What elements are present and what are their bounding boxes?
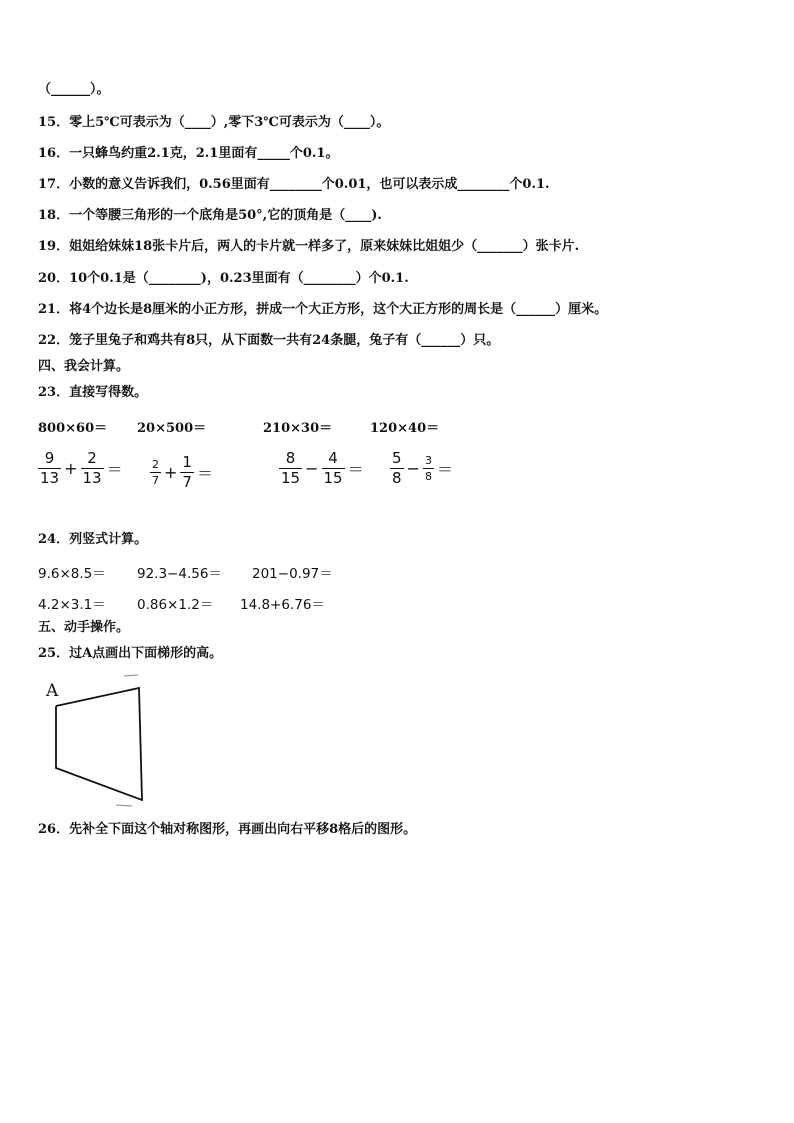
question-26: 26．先补全下面这个轴对称图形，再画出向右平移8格后的图形。 xyxy=(38,822,417,837)
vertical-calc-item: 4.2×3.1＝ xyxy=(38,597,106,613)
fraction-expression xyxy=(279,449,364,488)
trapezoid-figure xyxy=(44,670,164,810)
question-17: 17．小数的意义告诉我们，0.56里面有________个0.01，也可以表示成________个0.1. xyxy=(38,177,550,192)
figure-point-label-a: A xyxy=(46,681,59,701)
question-20: 20．10个0.1是（________)，0.23里面有（________）个0.1. xyxy=(38,271,409,286)
question-19: 19．姐姐给妹妹18张卡片后，两人的卡片就一样多了，原来妹妹比姐姐少（_______）张卡片. xyxy=(38,239,580,254)
operator: + xyxy=(64,459,78,478)
question-18: 18．一个等腰三角形的一个底角是50°,它的顶角是（____). xyxy=(38,208,382,223)
calc-item: 20×500＝ xyxy=(137,421,207,436)
vertical-calc-item: 92.3−4.56＝ xyxy=(137,566,222,582)
operator: − xyxy=(406,459,420,478)
fraction: 4 15 xyxy=(323,449,343,487)
fraction-expression xyxy=(390,449,453,488)
fraction: 2 7 xyxy=(152,458,159,487)
scan-mark xyxy=(116,805,132,806)
fraction: 5 8 xyxy=(392,449,402,487)
fraction: 1 7 xyxy=(182,453,192,491)
equals-sign: ＝ xyxy=(436,460,453,479)
fraction-expression xyxy=(38,449,123,488)
q14-continuation: （______）。 xyxy=(38,82,110,97)
calc-item: 120×40＝ xyxy=(370,421,440,436)
vertical-calc-item: 201−0.97＝ xyxy=(252,566,333,582)
vertical-calc-item: 14.8+6.76＝ xyxy=(240,597,325,613)
question-24: 24．列竖式计算。 xyxy=(38,532,148,547)
operator: + xyxy=(164,463,178,482)
equals-sign: ＝ xyxy=(106,460,123,479)
scan-mark xyxy=(124,675,138,676)
question-22: 22．笼子里兔子和鸡共有8只，从下面数一共有24条腿，兔子有（______）只。 xyxy=(38,333,500,348)
section-4-heading: 四、我会计算。 xyxy=(38,359,130,374)
fraction: 2 13 xyxy=(82,449,102,487)
section-5-heading: 五、动手操作。 xyxy=(38,620,130,635)
question-23: 23．直接写得数。 xyxy=(38,385,148,400)
trapezoid-outline xyxy=(56,688,142,800)
equals-sign: ＝ xyxy=(347,460,364,479)
fraction-expression xyxy=(150,453,213,492)
fraction: 9 13 xyxy=(40,449,60,487)
equals-sign: ＝ xyxy=(196,464,213,483)
question-16: 16．一只蜂鸟约重2.1克，2.1里面有_____个0.1。 xyxy=(38,146,339,161)
calc-item: 210×30＝ xyxy=(263,421,333,436)
question-25: 25．过A点画出下面梯形的高。 xyxy=(38,646,223,661)
operator: − xyxy=(305,459,319,478)
vertical-calc-item: 0.86×1.2＝ xyxy=(137,597,214,613)
question-15: 15．零上5℃可表示为（____）,零下3℃可表示为（____）。 xyxy=(38,115,390,130)
calc-item: 800×60＝ xyxy=(38,421,108,436)
question-21: 21．将4个边长是8厘米的小正方形，拼成一个大正方形，这个大正方形的周长是（______）厘米。 xyxy=(38,302,608,317)
fraction: 3 8 xyxy=(424,454,432,483)
fraction: 8 15 xyxy=(281,449,301,487)
vertical-calc-item: 9.6×8.5＝ xyxy=(38,566,106,582)
